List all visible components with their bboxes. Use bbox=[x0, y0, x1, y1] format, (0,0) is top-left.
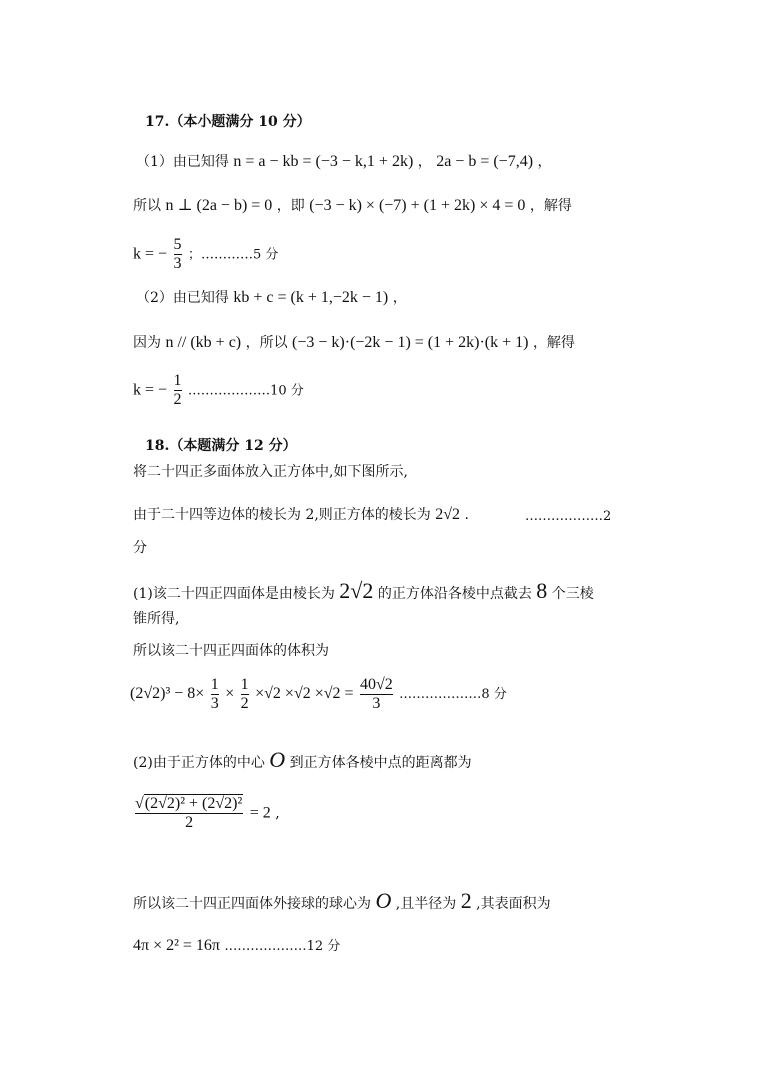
q18-part2-center: O bbox=[269, 747, 286, 772]
q17-part2-end: ， bbox=[392, 290, 407, 306]
q17-result1-fraction bbox=[174, 236, 182, 273]
q18-line6: 所以该二十四正四面体的体积为 bbox=[133, 643, 329, 659]
q18-volume-frac3-num: 40√2 bbox=[360, 675, 393, 693]
q18-sphere-end: ,其表面积为 bbox=[476, 896, 551, 912]
q18-volume-b: × bbox=[225, 685, 235, 702]
q18-area-line bbox=[133, 936, 340, 957]
q17-header: 17.（本小题满分 10 分） bbox=[145, 114, 311, 130]
q18-distance-formula bbox=[133, 795, 280, 832]
q18-score-unit: 分 bbox=[133, 540, 147, 556]
q17-part1-formula-b: 2a − b = (−7,4) bbox=[436, 153, 534, 170]
q18-edge-text: 由于二十四等边体的棱长为 2,则正方体的棱长为 bbox=[133, 507, 431, 523]
q17-parallel-formula: n // (kb + c) bbox=[165, 334, 242, 351]
q18-sphere-text: 所以该二十四正四面体外接球的球心为 bbox=[133, 896, 371, 912]
q17-perp-equation: (−3 − k) × (−7) + (1 + 2k) × 4 = 0 bbox=[309, 197, 526, 214]
q18-volume-frac2 bbox=[241, 676, 249, 713]
q18-volume-frac1 bbox=[211, 676, 219, 713]
q18-part1-edge: 2√2 bbox=[339, 578, 374, 603]
q18-distance-comma: , bbox=[275, 805, 280, 822]
q18-part1-count: 8 bbox=[536, 578, 548, 603]
q17-result2-line bbox=[133, 372, 304, 410]
q18-distance-result: = 2 bbox=[249, 804, 271, 822]
q18-volume-c: ×√2 ×√2 ×√2 = bbox=[255, 685, 354, 702]
q18-part1-text: (1)该二十四正四面体是由棱长为 bbox=[133, 586, 335, 602]
q17-result1-num: 5 bbox=[173, 236, 182, 253]
q18-distance-radicand: (2√2)² + (2√2)² bbox=[144, 795, 243, 812]
q18-line1: 将二十四正多面体放入正方体中,如下图所示, bbox=[133, 464, 408, 480]
q18-part2-line bbox=[133, 747, 472, 773]
q18-sphere-mid: ,且半径为 bbox=[395, 896, 457, 912]
q17-parallel-equation: (−3 − k)·(−2k − 1) = (1 + 2k)·(k + 1) bbox=[292, 334, 529, 351]
q18-edge-score: ………………2 bbox=[525, 509, 612, 524]
q17-perp-mid: ，即 bbox=[276, 198, 305, 214]
q18-part1-line bbox=[133, 578, 594, 604]
q17-parallel-mid: ，所以 bbox=[245, 335, 288, 351]
q18-area-score: .………………12 分 bbox=[224, 939, 341, 954]
q17-perp-prefix: 所以 bbox=[133, 198, 161, 214]
q18-volume-frac1-den: 3 bbox=[210, 694, 219, 712]
q17-parallel-line bbox=[133, 333, 575, 353]
q17-part2-label: （2）由已知得 bbox=[136, 290, 229, 306]
q18-line5: 锥所得, bbox=[133, 611, 180, 627]
q18-header: 18.（本题满分 12 分） bbox=[145, 438, 297, 454]
q18-part1-mid: 的正方体沿各棱中点截去 bbox=[377, 586, 532, 602]
q18-volume-frac2-den: 2 bbox=[240, 694, 249, 712]
q18-sphere-radius: 2 bbox=[460, 888, 472, 913]
q18-part2-text: (2)由于正方体的中心 bbox=[133, 755, 265, 771]
q17-parallel-prefix: 因为 bbox=[133, 335, 161, 351]
q17-result2-num: 1 bbox=[173, 372, 182, 389]
q18-volume-frac3-den: 3 bbox=[360, 694, 393, 713]
q18-volume-line bbox=[130, 672, 507, 717]
q17-part1-end: ， bbox=[537, 154, 552, 170]
q18-area-formula: 4π × 2² = 16π bbox=[133, 937, 220, 954]
q17-part1-label: （1）由已知得 bbox=[136, 154, 229, 170]
q18-part1-end: 个三棱 bbox=[551, 586, 594, 602]
q17-result1-den: 3 bbox=[173, 255, 182, 272]
q18-volume-frac2-num: 1 bbox=[240, 675, 249, 693]
q18-sphere-center: O bbox=[375, 888, 392, 913]
q17-part1-sep: ， bbox=[417, 154, 432, 170]
q18-distance-num: √(2√2)² + (2√2)² bbox=[135, 795, 243, 812]
q18-edge-value: 2√2 bbox=[435, 506, 461, 523]
q17-result1-k: k = − bbox=[133, 245, 168, 263]
q18-volume-score: .………………8 分 bbox=[399, 687, 507, 702]
q18-edge-line bbox=[133, 505, 469, 525]
q17-result2-den: 2 bbox=[173, 391, 182, 408]
q17-perp-formula: n ⊥ (2a − b) = 0 bbox=[165, 197, 273, 214]
q17-part2-formula: kb + c = (k + 1,−2k − 1) bbox=[233, 289, 389, 306]
q17-parallel-end: ，解得 bbox=[532, 335, 575, 351]
q17-result2-fraction bbox=[174, 372, 182, 409]
q17-perp-line bbox=[133, 196, 572, 216]
q18-sphere-line bbox=[133, 888, 551, 914]
q18-edge-tail: . bbox=[464, 507, 469, 523]
q17-part1-formula-a: n = a − kb = (−3 − k,1 + 2k) bbox=[233, 153, 414, 170]
q18-volume-a: (2√2)³ − 8× bbox=[130, 685, 205, 702]
q17-result1-line bbox=[133, 236, 278, 274]
q18-volume-frac3 bbox=[360, 676, 393, 713]
q17-result1-score: ；…………5 分 bbox=[187, 247, 279, 263]
q17-result2-score: .………………10 分 bbox=[187, 383, 304, 399]
q18-distance-frac bbox=[135, 795, 243, 832]
q18-distance-den: 2 bbox=[135, 813, 243, 832]
q18-volume-frac1-num: 1 bbox=[210, 675, 219, 693]
q17-part1-line bbox=[136, 152, 551, 172]
q17-perp-end: ，解得 bbox=[529, 198, 572, 214]
q17-result2-k: k = − bbox=[133, 381, 168, 399]
q18-part2-end: 到正方体各棱中点的距离都为 bbox=[289, 755, 472, 771]
q17-part2-line bbox=[136, 288, 407, 308]
